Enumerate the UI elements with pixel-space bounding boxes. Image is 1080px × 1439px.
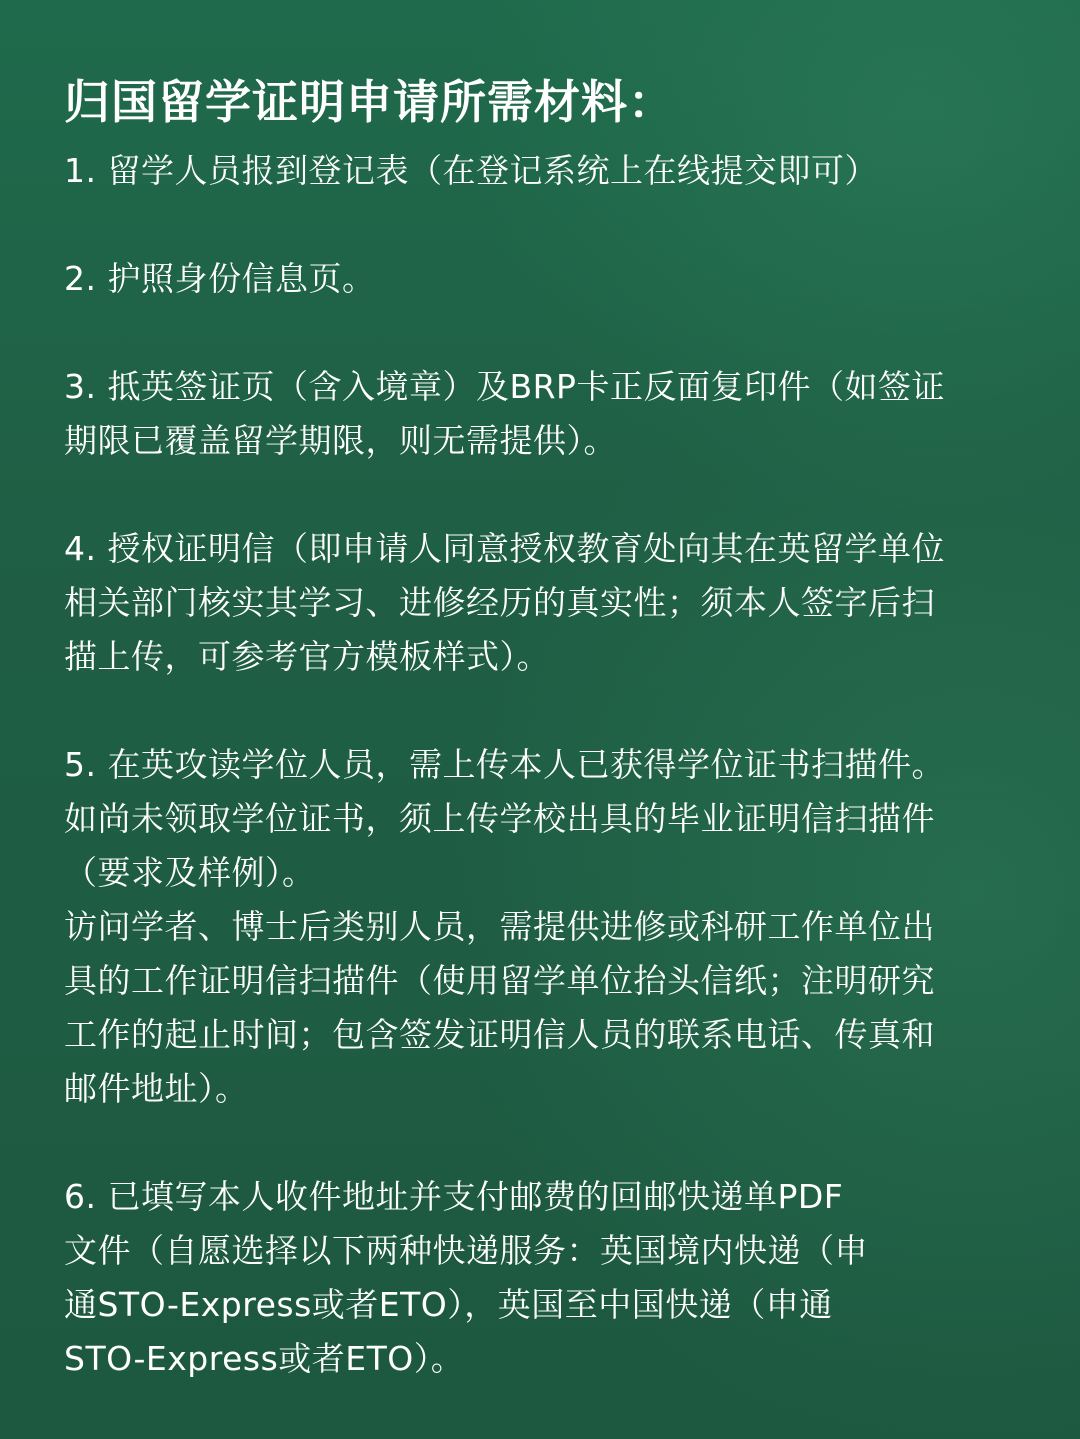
item-3 [64, 360, 1016, 468]
item-5-line-2: 如尚未领取学位证书，须上传学校出具的毕业证明信扫描件 [64, 799, 935, 838]
item-6-line-4: STO-Express或者ETO）。 [64, 1339, 465, 1378]
item-4-line-3: 描上传，可参考官方模板样式）。 [64, 637, 550, 676]
item-6-line-1: 6. 已填写本人收件地址并支付邮费的回邮快递单PDF [64, 1177, 844, 1216]
item-2 [64, 252, 1016, 306]
item-5-line-5: 具的工作证明信扫描件（使用留学单位抬头信纸；注明研究 [64, 961, 935, 1000]
item-4-line-2: 相关部门核实其学习、进修经历的真实性；须本人签字后扫 [64, 583, 935, 622]
item-2-line-1: 2. 护照身份信息页。 [64, 259, 376, 298]
item-4-line-1: 4. 授权证明信（即申请人同意授权教育处向其在英留学单位 [64, 529, 945, 568]
item-6-line-2: 文件（自愿选择以下两种快递服务：英国境内快递（申 [64, 1231, 868, 1270]
item-1 [64, 144, 1016, 198]
item-6-line-3: 通STO-Express或者ETO），英国至中国快递（申通 [64, 1285, 833, 1324]
item-3-line-2: 期限已覆盖留学期限，则无需提供）。 [64, 421, 617, 460]
item-3-line-1: 3. 抵英签证页（含入境章）及BRP卡正反面复印件（如签证 [64, 367, 945, 406]
item-5-line-3: （要求及样例）。 [64, 853, 316, 892]
item-5-line-6: 工作的起止时间；包含签发证明信人员的联系电话、传真和 [64, 1015, 935, 1054]
item-6 [64, 1170, 1016, 1386]
page-title: 归国留学证明申请所需材料： [64, 75, 675, 129]
item-4 [64, 522, 1016, 684]
item-5 [64, 738, 1016, 1116]
item-1-line-1: 1. 留学人员报到登记表（在登记系统上在线提交即可） [64, 151, 878, 190]
item-5-line-4: 访问学者、博士后类别人员，需提供进修或科研工作单位出 [64, 907, 935, 946]
item-5-line-7: 邮件地址）。 [64, 1069, 249, 1108]
item-5-line-1: 5. 在英攻读学位人员，需上传本人已获得学位证书扫描件。 [64, 745, 945, 784]
